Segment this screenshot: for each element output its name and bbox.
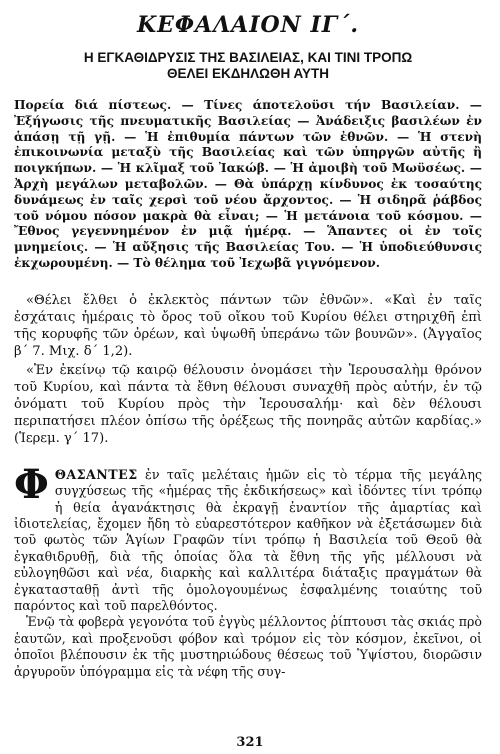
body-paragraph-2: Ἐνῷ τὰ φοβερὰ γεγονότα τοῦ ἐγγὺς μέλλοντος ῥίπτουσι τὰς σκιάς πρὸ ἑαυτῶν, καὶ προξενοῦσι φόβον καὶ τρόμον εἰς τὸν κόσμον, ἐκεῖνοι, οἱ ὁποῖοι βλέπουσιν ἐκ τῆς μυστηριώδους θέσεως τοῦ Ὑψίστου, διορῶσιν ἀργυροῦν ὑπόγραμμα εἰς τὰ νέφη τῆς συγ- (14, 614, 482, 679)
chapter-summary: Πορεία διά πίστεως. — Τίνες άποτελοϋσι τήν Βασιλείαν. — Ἐξήγωσις τῆς πνευματικῆς Βασιλείας — Ἀνάδειξις βασιλέων ἐν ἁπάσῃ τῇ γῇ. — Ἡ ἐπιθυμία πάντων τῶν ἐθνῶν. — Ἡ στενὴ ἐπικοινωνία μεταξὺ τῆς Βασιλείας καὶ τῶν ὑπηργῶν αὐτῆς ἢ ποιγκήπων. — Ἡ κλῖμαξ τοῦ Ἰακώβ. — Ἡ ἀμοιβὴ τοῦ Μωϋσέως. — Ἀρχὴ μεγάλων μεταβολῶν. — Θὰ ὑπάρχῃ κίνδυνος ἐκ τοσαύτης δυνάμεως ἐν ταῖς χερσὶ τοῦ νέου ἄρχοντος. — Ἡ σιδηρᾶ ῥάβδος τοῦ νόμου πόσον μακρὰ θὰ εἶναι; — Ἡ μετάνοια τοῦ κόσμου. — Ἔθνος γεγεννημένον ἐν μιᾷ ἡμέρᾳ. — Ἅπαντες οἱ ἐν τοῖς μνημείοις. — Ἡ αὔξησις τῆς Βασιλείας Του. — Ἡ ὑποδιεύθυνσις ἐκχωρουμένη. — Τὸ θέλημα τοῦ Ἰεχωβᾶ γιγνόμενον. (14, 98, 482, 270)
epigraph-quote-1-text: «Θέλει ἔλθει ὁ ἐκλεκτὸς πάντων τῶν ἐθνῶν». «Καὶ ἐν ταῖς ἐσχάταις ἡμέραις τὸ ὄρος τοῦ οἴκου τοῦ Κυρίου θέλει στηριχθῆ ἐπὶ τῆς κορυφῆς τῶν ὀρέων, καὶ ὑψωθῆ ὑπεράνω τῶν βουνῶν». (14, 292, 482, 342)
body-paragraph-1-text: ἐν ταῖς μελέταις ἡμῶν εἰς τὸ τέρμα τῆς μεγάλης συγχύσεως τῆς «ἡμέρας τῆς ἐκδικήσεως» καὶ ἰδόντες τίνι τρόπῳ ἡ θεία ἀγανάκτησις θὰ ἐκραγῇ ἐναντίον τῆς ἁμαρτίας καὶ ἰδιοτελείας, ἔχομεν ἤδη τὸ εὐαρεστότερον καθῆκον νὰ ἐξετάσωμεν διὰ τοῦ φωτὸς τῶν Ἁγίων Γραφῶν τίνι τρόπῳ ἡ Βασιλεία τοῦ Θεοῦ θὰ ἐγκαθιδρυθῇ, διὰ τῆς ὁποίας ὅλα τὰ ἔθνη τῆς γῆς μέλλουσι νὰ εὐλογηθῶσι καὶ νέα, διαρκὴς καὶ καλλιτέρα διάταξις πραγμάτων θὰ ἐγκατασταθῇ ἀντὶ τῆς ὁμολογουμένως ἐσφαλμένης τοιαύτης τοῦ παρόντος καὶ τοῦ παρελθόντος. (14, 466, 482, 614)
epigraph-quote-1 (14, 292, 482, 360)
drop-cap-letter: Φ (14, 460, 49, 508)
body-paragraph-1 (14, 460, 482, 615)
epigraph-quote-2-text: «Ἐν ἐκείνῳ τῷ καιρῷ θέλουσιν ὀνομάσει τὴν Ἱερουσαλὴμ θρόνον τοῦ Κυρίου, καὶ πάντα τὰ ἔθνη θέλουσι συναχθῆ πρὸς αὐτήν, ἐν τῷ ὀνόματι τοῦ Κυρίου πρὸς τὴν Ἱερουσαλήμ· καὶ δὲν θέλουσι περιπατήσει πλέον ὀπίσω τῆς ὀρέξεως τῆς πονηρᾶς αὐτῶν καρδίας.» (14, 362, 482, 429)
epigraph-quote-1-reference: (Ἀγγαῖος β΄ 7. Μιχ. δ΄ 1,2). (14, 326, 482, 359)
chapter-title-line-2: ΘΕΛΕΙ ΕΚΔΗΛΩΘΗ ΑΥΤΗ (166, 66, 330, 81)
chapter-title (14, 50, 482, 82)
epigraph-quote-2-reference: (Ἱερεμ. γ΄ 17). (14, 430, 109, 446)
epigraph-quote-2 (14, 362, 482, 447)
page-number: 321 (236, 735, 264, 750)
lead-word: ΘΑΣΑΝΤΕΣ (54, 466, 138, 482)
chapter-heading: ΚΕΦΑΛΑΙΟΝ ΙΓ΄. (136, 12, 360, 38)
chapter-title-line-1: Η ΕΓΚΑΘΙΔΡΥΣΙΣ ΤΗΣ ΒΑΣΙΛΕΙΑΣ, ΚΑΙ ΤΙΝΙ ΤΡΟΠΩ (83, 50, 413, 65)
